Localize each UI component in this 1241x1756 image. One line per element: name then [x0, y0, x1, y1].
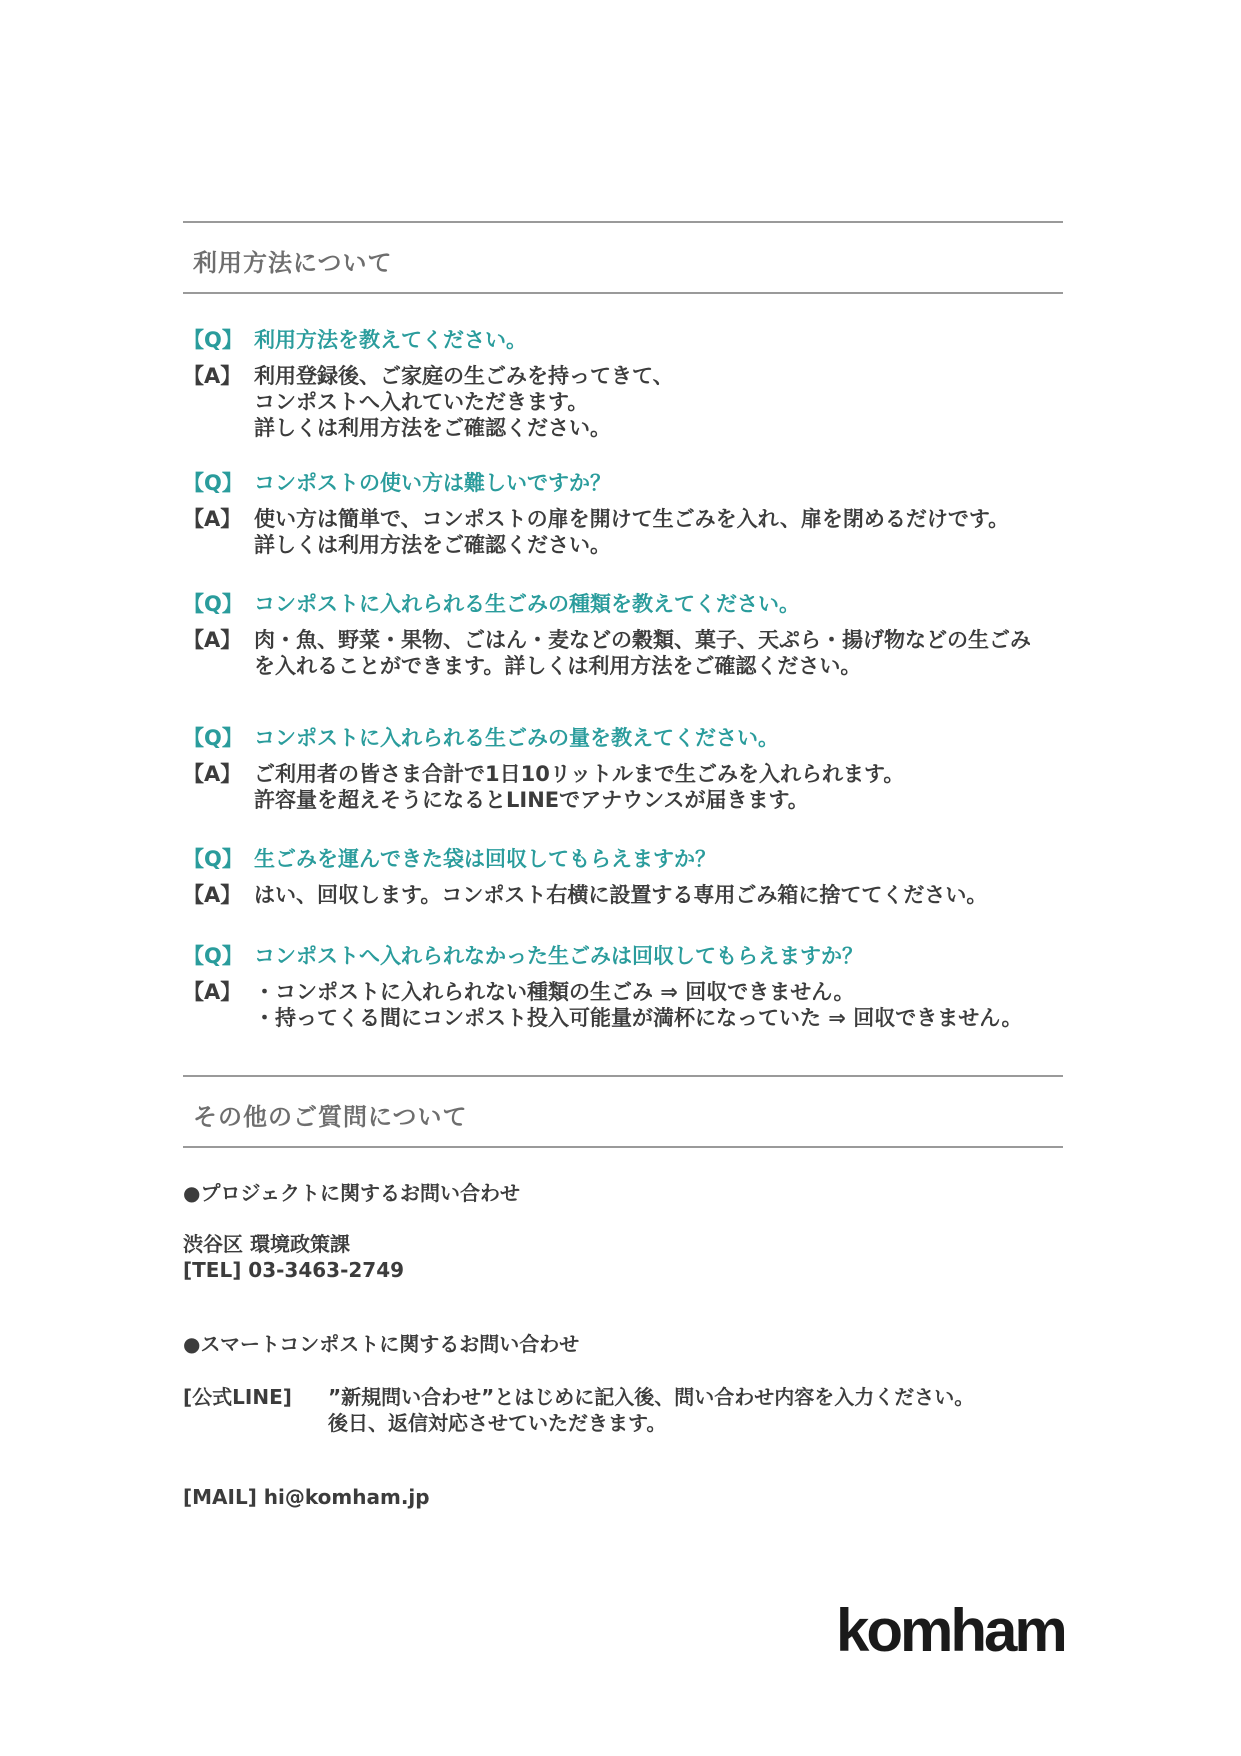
compost-contact-heading: ●スマートコンポストに関するお問い合わせ: [183, 1332, 580, 1356]
faq-question-row: [183, 943, 1083, 969]
answer-line: 詳しくは利用方法をご確認ください。: [254, 533, 611, 557]
faq-question: コンポストに入れられる生ごみの種類を教えてください。: [254, 592, 800, 616]
compost-contact-line: [183, 1384, 974, 1436]
faq-question: 利用方法を教えてください。: [254, 328, 527, 352]
other-section-top-divider: [183, 1075, 1063, 1077]
faq-question: コンポストの使い方は難しいですか？: [254, 471, 611, 495]
line-contact-row: [183, 1384, 974, 1410]
faq-answer-row: [183, 761, 1083, 813]
faq-question-row: [183, 725, 1083, 751]
faq-item: [183, 943, 1083, 1031]
question-tag: 【Q】: [183, 944, 243, 968]
other-section-divider: [183, 1146, 1063, 1148]
answer-line: はい、回収します。コンポスト右横に設置する専用ごみ箱に捨ててください。: [254, 883, 988, 907]
faq-answer-row: [183, 506, 1083, 558]
faq-question-row: [183, 846, 1083, 872]
faq-answer: [254, 979, 1022, 1031]
compost-contact: [183, 1331, 579, 1357]
question-tag: 【Q】: [183, 592, 243, 616]
faq-item: [183, 725, 1083, 813]
other-section-title: その他のご質問について: [193, 1103, 468, 1131]
answer-line: 利用登録後、ご家庭の生ごみを持ってきて、: [254, 364, 674, 388]
answer-line: ・持ってくる間にコンポスト投入可能量が満杯になっていた ⇒ 回収できません。: [254, 1006, 1023, 1030]
answer-line: 許容量を超えそうになるとLINEでアナウンスが届きます。: [254, 788, 809, 812]
answer-line: 肉・魚、野菜・果物、ごはん・麦などの穀類、菓子、天ぷら・揚げ物などの生ごみ: [254, 628, 1031, 652]
usage-section-title: 利用方法について: [193, 249, 393, 277]
faq-answer: [254, 882, 987, 908]
question-tag: 【Q】: [183, 726, 243, 750]
project-contact-heading: ●プロジェクトに関するお問い合わせ: [183, 1181, 521, 1205]
answer-tag: 【A】: [183, 507, 242, 531]
answer-tag: 【A】: [183, 980, 242, 1004]
mail-address[interactable]: [MAIL] hi@komham.jp: [183, 1485, 430, 1509]
answer-line: ご利用者の皆さま合計で1日10リットルまで生ごみを入れられます。: [254, 762, 905, 786]
faq-question-row: [183, 327, 1083, 353]
faq-item: [183, 591, 1083, 679]
faq-item: [183, 327, 1083, 441]
line-label[interactable]: [公式LINE]: [183, 1385, 292, 1409]
answer-tag: 【A】: [183, 628, 242, 652]
project-contact-tel[interactable]: [TEL] 03-3463-2749: [183, 1258, 405, 1282]
answer-line: ・コンポストに入れられない種類の生ごみ ⇒ 回収できません。: [254, 980, 855, 1004]
faq-answer-row: [183, 627, 1083, 679]
answer-line: を入れることができます。詳しくは利用方法をご確認ください。: [254, 654, 862, 678]
faq-question-row: [183, 591, 1083, 617]
faq-answer: [254, 506, 1009, 558]
line-contact-row-2: [183, 1410, 974, 1436]
faq-question-row: [183, 470, 1083, 496]
faq-item: [183, 846, 1083, 908]
project-contact-org: 渋谷区 環境政策課: [183, 1232, 350, 1256]
faq-answer-row: [183, 979, 1083, 1031]
top-divider: [183, 221, 1063, 223]
faq-question: 生ごみを運んできた袋は回収してもらえますか？: [254, 847, 716, 871]
usage-section-divider: [183, 292, 1063, 294]
answer-line: 詳しくは利用方法をご確認ください。: [254, 416, 611, 440]
faq-question: コンポストに入れられる生ごみの量を教えてください。: [254, 726, 779, 750]
compost-contact-mail: [183, 1484, 430, 1510]
project-contact-details: [183, 1231, 404, 1283]
question-tag: 【Q】: [183, 471, 243, 495]
line-followup: 後日、返信対応させていただきます。: [328, 1411, 667, 1435]
faq-answer: [254, 627, 1031, 679]
answer-line: コンポストへ入れていただきます。: [254, 390, 589, 414]
project-contact: [183, 1180, 520, 1206]
answer-tag: 【A】: [183, 364, 242, 388]
answer-line: 使い方は簡単で、コンポストの扉を開けて生ごみを入れ、扉を閉めるだけです。: [254, 507, 1010, 531]
answer-tag: 【A】: [183, 762, 242, 786]
faq-question: コンポストへ入れられなかった生ごみは回収してもらえますか？: [254, 944, 863, 968]
line-instruction: ”新規問い合わせ”とはじめに記入後、問い合わせ内容を入力ください。: [328, 1385, 975, 1409]
question-tag: 【Q】: [183, 847, 243, 871]
faq-answer: [254, 761, 904, 813]
faq-item: [183, 470, 1083, 558]
faq-answer: [254, 363, 674, 441]
faq-answer-row: [183, 363, 1083, 441]
komham-logo: komham: [836, 1597, 1065, 1664]
line-label-spacer: [183, 1410, 328, 1436]
question-tag: 【Q】: [183, 328, 243, 352]
faq-answer-row: [183, 882, 1083, 908]
answer-tag: 【A】: [183, 883, 242, 907]
